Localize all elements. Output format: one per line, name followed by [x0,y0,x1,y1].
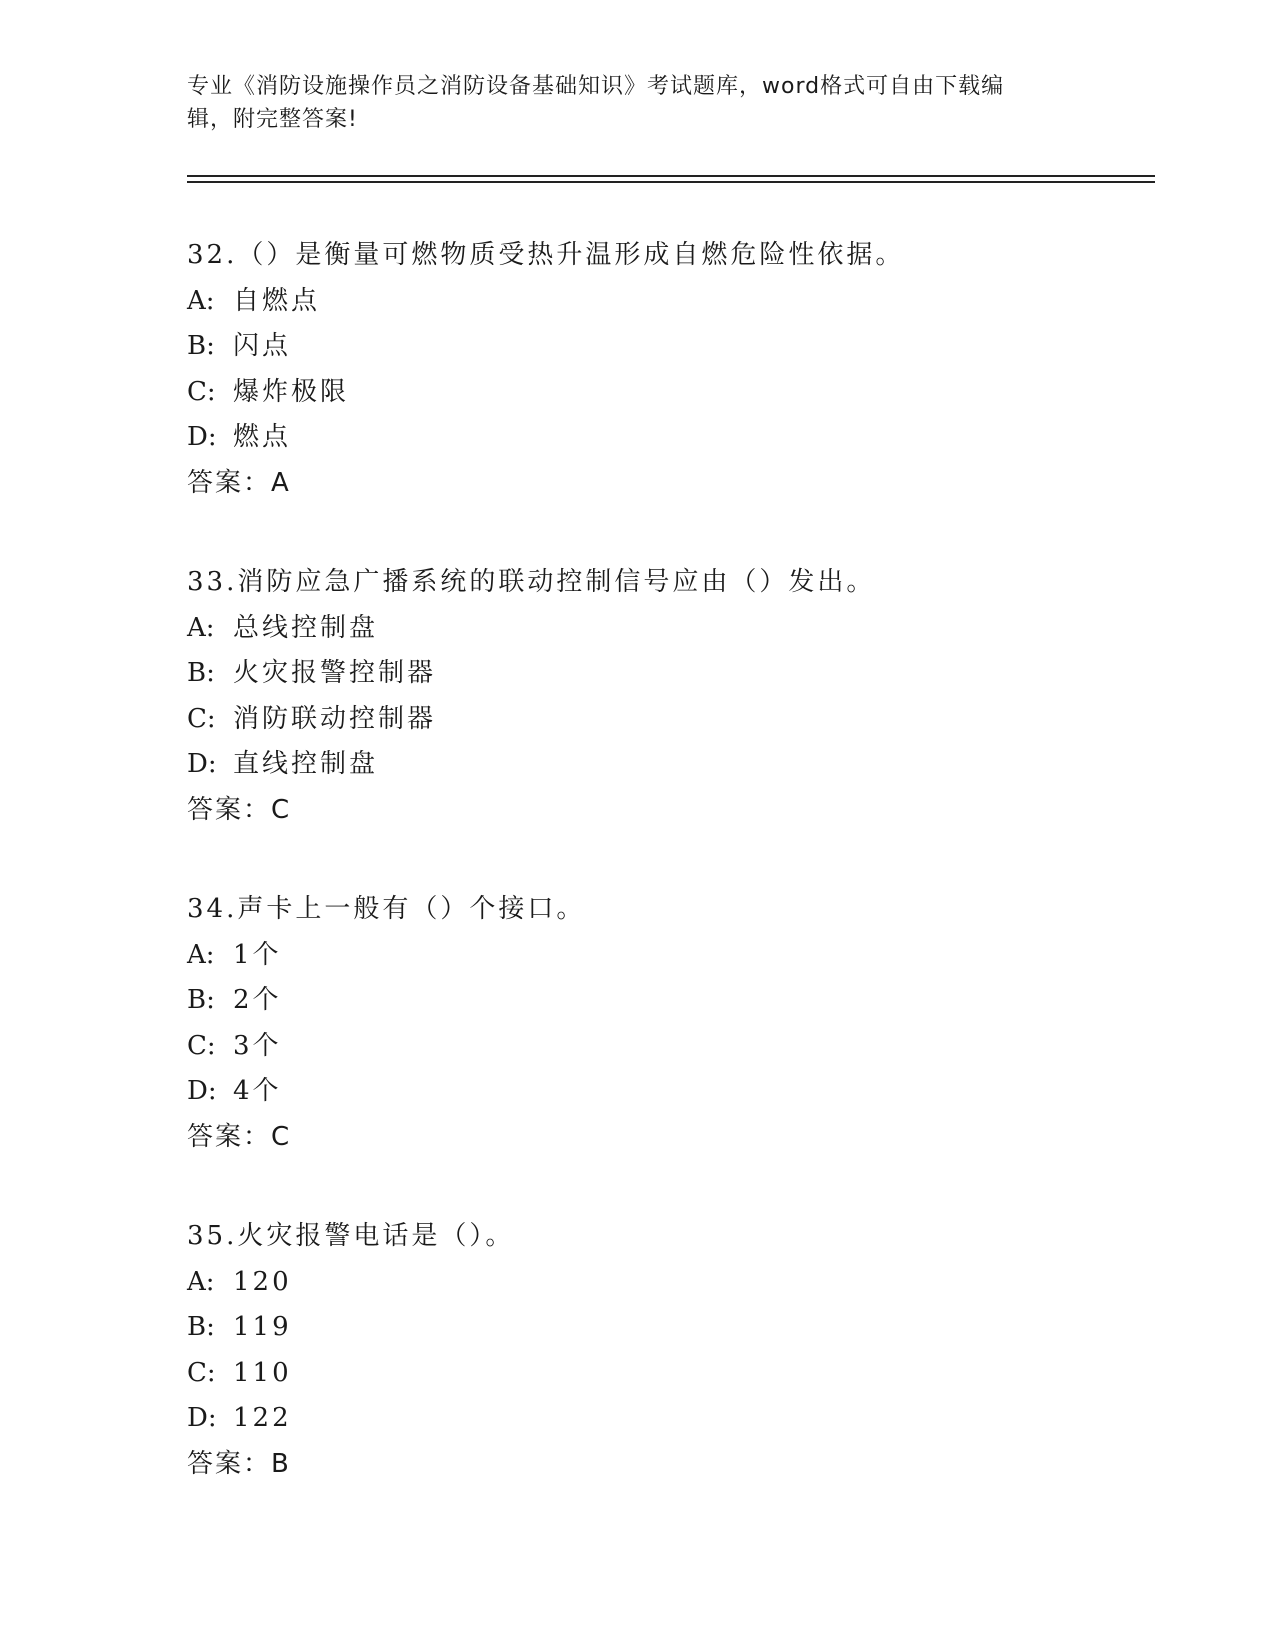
option-letter: D: [187,1076,217,1106]
question-stem: 34.声卡上一般有（）个接口。 [187,894,586,924]
option-d [187,1396,1147,1442]
option-letter: A: [187,612,215,643]
question-33 [187,560,1147,833]
option-b [187,1305,1147,1351]
option-text: 1个 [233,939,282,970]
option-b [187,324,1147,370]
option-letter: D: [187,422,217,452]
option-letter: A: [187,1266,215,1297]
option-text: 自燃点 [233,285,321,316]
option-text: 2个 [233,985,282,1015]
option-text: 4个 [233,1076,282,1106]
option-letter: C: [187,703,216,734]
question-stem: 35.火灾报警电话是（）。 [187,1221,515,1251]
question-stem: 32.（）是衡量可燃物质受热升温形成自燃危险性依据。 [187,240,905,270]
question-35 [187,1214,1147,1487]
answer-line: 答案：A [187,467,291,498]
option-d [187,415,1147,461]
option-letter: C: [187,1030,216,1061]
option-letter: B: [187,331,215,361]
option-letter: C: [187,376,216,407]
option-a [187,279,1147,325]
option-letter: B: [187,658,215,688]
option-text: 消防联动控制器 [233,703,437,734]
option-letter: C: [187,1357,216,1388]
option-letter: D: [187,1403,217,1433]
option-text: 119 [233,1312,292,1342]
option-text: 3个 [233,1030,282,1061]
answer-line: 答案：C [187,1121,292,1152]
option-a [187,933,1147,979]
document-intro [187,70,1067,136]
option-text: 总线控制盘 [233,612,379,643]
question-34 [187,887,1147,1160]
option-d [187,1069,1147,1115]
option-a [187,606,1147,652]
header-divider-top [187,175,1155,177]
option-c [187,1351,1147,1397]
question-stem: 33.消防应急广播系统的联动控制信号应由（）发出。 [187,567,876,597]
header-divider-bottom [187,181,1155,183]
answer-line: 答案：B [187,1448,291,1479]
option-text: 火灾报警控制器 [233,658,437,688]
option-letter: D: [187,749,217,779]
option-text: 122 [233,1403,292,1433]
option-letter: A: [187,285,215,316]
option-text: 120 [233,1266,292,1297]
answer-line: 答案：C [187,794,292,825]
option-letter: B: [187,985,215,1015]
intro-line-1: 专业《消防设施操作员之消防设备基础知识》考试题库，word格式可自由下载编 [187,74,1005,99]
option-a [187,1260,1147,1306]
option-b [187,978,1147,1024]
option-letter: B: [187,1312,215,1342]
question-list [187,233,1147,1541]
intro-line-2: 辑，附完整答案! [187,107,358,132]
option-c [187,697,1147,743]
option-text: 燃点 [233,422,292,452]
option-text: 110 [233,1357,292,1388]
option-letter: A: [187,939,215,970]
option-d [187,742,1147,788]
option-c [187,1024,1147,1070]
option-text: 爆炸极限 [233,376,350,407]
option-c [187,370,1147,416]
option-text: 直线控制盘 [233,749,379,779]
question-32 [187,233,1147,506]
option-text: 闪点 [233,331,292,361]
option-b [187,651,1147,697]
